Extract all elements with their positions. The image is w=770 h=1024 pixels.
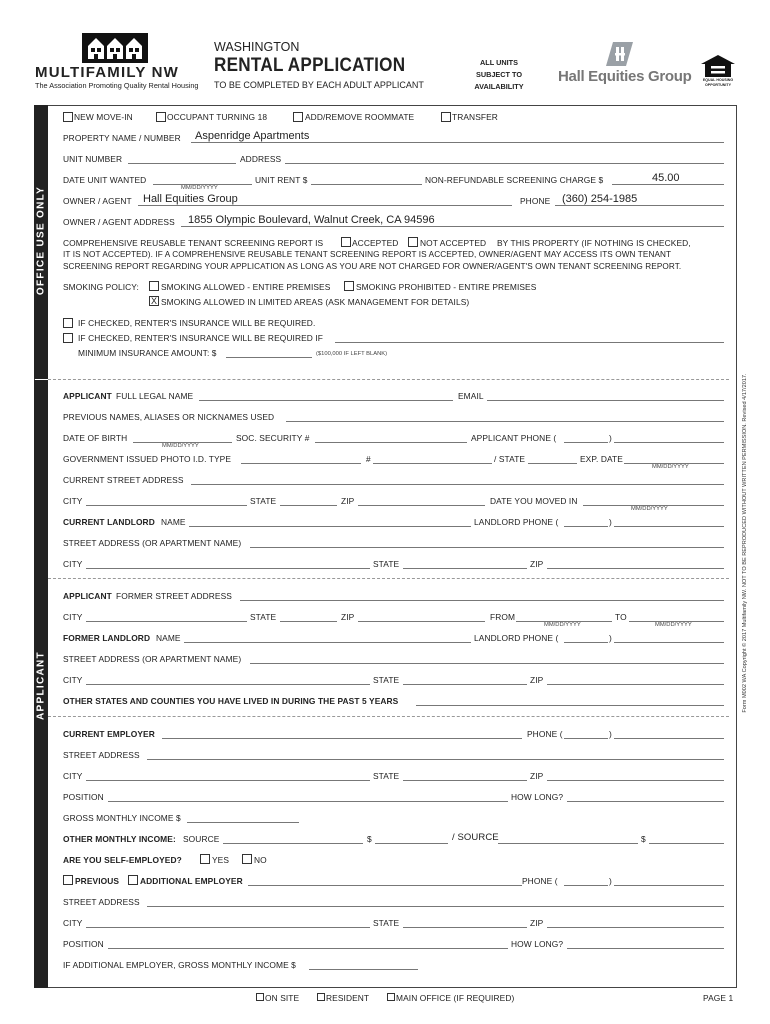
- current-zip-line[interactable]: [358, 505, 485, 506]
- smoking-policy-label: SMOKING POLICY:: [63, 282, 139, 292]
- smoking-allowed-label: SMOKING ALLOWED - ENTIRE PREMISES: [161, 282, 331, 292]
- current-city-label: CITY: [63, 496, 83, 506]
- self-employed-yes-checkbox[interactable]: [200, 854, 210, 864]
- on-site-label: ON SITE: [265, 993, 300, 1003]
- additional-city-line[interactable]: [86, 927, 370, 928]
- brand-name: MULTIFAMILY NW: [35, 64, 180, 81]
- owner-agent-label: OWNER / AGENT: [63, 196, 132, 206]
- applicant-phone-paren: ): [609, 433, 612, 443]
- smoking-limited-label: SMOKING ALLOWED IN LIMITED AREAS (ASK MANAGEMENT FOR DETAILS): [161, 297, 470, 307]
- report-not-accepted-checkbox[interactable]: [408, 237, 418, 247]
- additional-phone-paren: ): [609, 876, 612, 886]
- current-city-line[interactable]: [86, 505, 247, 506]
- current-street-line[interactable]: [191, 484, 724, 485]
- form-subtitle: TO BE COMPLETED BY EACH ADULT APPLICANT: [214, 80, 424, 90]
- employer-phone-line[interactable]: [614, 738, 724, 739]
- office-address-label: ADDRESS: [240, 154, 282, 164]
- current-landlord-phone-area-line[interactable]: [564, 526, 608, 527]
- smoking-prohibited-checkbox[interactable]: [344, 281, 354, 291]
- availability-note: [462, 57, 536, 93]
- new-move-in-label: NEW MOVE-IN: [74, 112, 133, 122]
- equal-housing-icon: [701, 55, 735, 77]
- owner-agent-line[interactable]: [138, 205, 512, 206]
- additional-street-line[interactable]: [147, 906, 724, 907]
- applicant-phone-label: APPLICANT PHONE (: [471, 433, 557, 443]
- gov-id-exp-format: MM/DD/YYYY: [652, 464, 689, 470]
- screening-charge-value: 45.00: [652, 172, 680, 184]
- additional-employer-checkbox[interactable]: [128, 875, 138, 885]
- eho-text-2: OPPORTUNITY: [705, 83, 731, 87]
- report-accepted-checkbox[interactable]: [341, 237, 351, 247]
- other-states-line[interactable]: [416, 705, 724, 706]
- former-to-format: MM/DD/YYYY: [655, 622, 692, 628]
- how-long-label: HOW LONG?: [511, 792, 564, 802]
- brand-tagline: The Association Promoting Quality Rental Housing: [35, 81, 199, 90]
- main-office-label: MAIN OFFICE (IF REQUIRED): [396, 993, 515, 1003]
- landlord-street-line[interactable]: [250, 547, 724, 548]
- position-label: POSITION: [63, 792, 104, 802]
- additional-state-line[interactable]: [403, 927, 527, 928]
- additional-gross-line[interactable]: [309, 969, 418, 970]
- landlord-zip-label: ZIP: [530, 559, 544, 569]
- owner-phone-value: (360) 254-1985: [562, 193, 638, 205]
- former-landlord-phone-label: LANDLORD PHONE (: [474, 633, 559, 643]
- additional-zip-label: ZIP: [530, 918, 544, 928]
- other-income-source-label: SOURCE: [183, 834, 220, 844]
- gov-id-number-line[interactable]: [373, 463, 492, 464]
- former-landlord-zip-label: ZIP: [530, 675, 544, 685]
- company-name: Hall Equities Group: [558, 68, 692, 85]
- former-landlord-city-label: CITY: [63, 675, 83, 685]
- current-employer-line[interactable]: [162, 738, 522, 739]
- former-state-label: STATE: [250, 612, 277, 622]
- applicant-phone-line[interactable]: [614, 442, 724, 443]
- resident-label: RESIDENT: [326, 993, 370, 1003]
- property-name-value: Aspenridge Apartments: [195, 130, 310, 142]
- employer-zip-line[interactable]: [547, 780, 724, 781]
- employer-city-label: CITY: [63, 771, 83, 781]
- copyright-notice: Form M002 WA Copyright © 2017 Multifamily NW. NOT TO BE REPRODUCED WITHOUT WRITTEN PERMISSION. Revised 4/17/2017.: [742, 373, 748, 713]
- landlord-state-line[interactable]: [403, 568, 527, 569]
- current-landlord-phone-label: LANDLORD PHONE (: [474, 517, 559, 527]
- unit-rent-label: UNIT RENT $: [255, 175, 308, 185]
- avail-line-1: ALL UNITS: [480, 58, 518, 67]
- employer-zip-label: ZIP: [530, 771, 544, 781]
- insurance-default-note: ($100,000 IF LEFT BLANK): [316, 351, 388, 357]
- former-landlord-line[interactable]: [184, 642, 471, 643]
- other-income-amount2-line[interactable]: [649, 843, 724, 844]
- other-states-label: OTHER STATES AND COUNTIES YOU HAVE LIVED IN DURING THE PAST 5 YEARS: [63, 696, 399, 706]
- former-zip-line[interactable]: [358, 621, 485, 622]
- current-landlord-phone-line[interactable]: [614, 526, 724, 527]
- company-logo: [604, 41, 634, 67]
- employer-street-label: STREET ADDRESS: [63, 750, 140, 760]
- current-state-line[interactable]: [280, 505, 337, 506]
- roommate-checkbox[interactable]: [293, 112, 303, 122]
- current-state-label: STATE: [250, 496, 277, 506]
- employer-phone-paren: ): [609, 729, 612, 739]
- property-name-label: PROPERTY NAME / NUMBER: [63, 133, 181, 143]
- email-label: EMAIL: [458, 391, 484, 401]
- owner-agent-value: Hall Equities Group: [143, 193, 238, 205]
- full-legal-name-line[interactable]: [199, 400, 453, 401]
- former-from-label: FROM: [490, 612, 516, 622]
- form-state: WASHINGTON: [214, 40, 300, 54]
- other-income-dollar: $: [367, 834, 372, 844]
- former-landlord-state-line[interactable]: [403, 684, 527, 685]
- transfer-label: TRANSFER: [452, 112, 498, 122]
- owner-phone-label: PHONE: [520, 196, 551, 206]
- avail-line-2: SUBJECT TO: [475, 70, 523, 79]
- landlord-zip-line[interactable]: [547, 568, 724, 569]
- report-accepted-label: ACCEPTED: [352, 238, 399, 248]
- current-landlord-phone-paren: ): [609, 517, 612, 527]
- current-landlord-name-label: NAME: [161, 517, 186, 527]
- other-income-source2-line[interactable]: [498, 843, 638, 844]
- former-landlord-street-line[interactable]: [250, 663, 724, 664]
- other-income-source-line[interactable]: [223, 843, 363, 844]
- report-text-1a: COMPREHENSIVE REUSABLE TENANT SCREENING REPORT IS: [63, 238, 324, 248]
- resident-checkbox[interactable]: [317, 993, 325, 1001]
- unit-number-label: UNIT NUMBER: [63, 154, 123, 164]
- other-income-dollar2: $: [641, 834, 646, 844]
- former-landlord-phone-area-line[interactable]: [564, 642, 608, 643]
- gov-id-hash: #: [366, 454, 371, 464]
- date-moved-label: DATE YOU MOVED IN: [490, 496, 578, 506]
- gross-income-label: GROSS MONTHLY INCOME $: [63, 813, 181, 823]
- page-number: PAGE 1: [703, 993, 734, 1003]
- insurance-min-label: MINIMUM INSURANCE AMOUNT: $: [78, 348, 217, 358]
- additional-how-long-line[interactable]: [567, 948, 724, 949]
- how-long-line[interactable]: [567, 801, 724, 802]
- smoking-allowed-checkbox[interactable]: [149, 281, 159, 291]
- office-use-only-label: OFFICE USE ONLY: [35, 185, 47, 296]
- landlord-city-label: CITY: [63, 559, 83, 569]
- date-moved-format: MM/DD/YYYY: [631, 506, 668, 512]
- former-city-label: CITY: [63, 612, 83, 622]
- landlord-street-label: STREET ADDRESS (OR APARTMENT NAME): [63, 538, 242, 548]
- employer-state-line[interactable]: [403, 780, 527, 781]
- former-to-label: TO: [615, 612, 627, 622]
- divider-2: [48, 578, 729, 579]
- former-landlord-city-line[interactable]: [86, 684, 370, 685]
- unit-number-line[interactable]: [128, 163, 236, 164]
- former-applicant-word: APPLICANT: [63, 591, 112, 601]
- owner-address-label: OWNER / AGENT ADDRESS: [63, 217, 175, 227]
- gov-id-exp-label: EXP. DATE: [580, 454, 623, 464]
- self-employed-label: ARE YOU SELF-EMPLOYED?: [63, 855, 182, 865]
- other-income-source2-label: / SOURCE: [452, 832, 499, 843]
- former-landlord-label: FORMER LANDLORD: [63, 633, 151, 643]
- date-wanted-format: MM/DD/YYYY: [181, 185, 218, 191]
- former-landlord-street-label: STREET ADDRESS (OR APARTMENT NAME): [63, 654, 242, 664]
- additional-position-label: POSITION: [63, 939, 104, 949]
- former-landlord-zip-line[interactable]: [547, 684, 724, 685]
- former-landlord-state-label: STATE: [373, 675, 400, 685]
- smoking-limited-checkbox[interactable]: X: [150, 296, 157, 306]
- unit-rent-line[interactable]: [311, 184, 422, 185]
- former-state-line[interactable]: [280, 621, 337, 622]
- screening-charge-label: NON-REFUNDABLE SCREENING CHARGE $: [425, 175, 604, 185]
- full-legal-name-label: FULL LEGAL NAME: [116, 391, 194, 401]
- former-street-label: FORMER STREET ADDRESS: [116, 591, 232, 601]
- landlord-state-label: STATE: [373, 559, 400, 569]
- employer-city-line[interactable]: [86, 780, 370, 781]
- owner-address-value: 1855 Olympic Boulevard, Walnut Creek, CA 94596: [188, 214, 435, 226]
- employer-phone-area-line[interactable]: [564, 738, 608, 739]
- email-line[interactable]: [487, 400, 724, 401]
- applicant-word: APPLICANT: [63, 391, 112, 401]
- report-not-accepted-label: NOT ACCEPTED: [420, 238, 487, 248]
- gov-id-state-label: / STATE: [494, 454, 526, 464]
- employer-phone-label: PHONE (: [527, 729, 563, 739]
- additional-position-line[interactable]: [108, 948, 508, 949]
- transfer-checkbox[interactable]: [441, 112, 451, 122]
- eho-text-1: EQUAL HOUSING: [702, 78, 734, 82]
- form-title: RENTAL APPLICATION: [214, 55, 406, 76]
- former-landlord-phone-paren: ): [609, 633, 612, 643]
- additional-gross-label: IF ADDITIONAL EMPLOYER, GROSS MONTHLY INCOME $: [63, 960, 296, 970]
- previous-employer-checkbox[interactable]: [63, 875, 73, 885]
- self-employed-no-checkbox[interactable]: [242, 854, 252, 864]
- roommate-label: ADD/REMOVE ROOMMATE: [305, 112, 415, 122]
- property-name-line[interactable]: [191, 142, 724, 143]
- gov-id-label: GOVERNMENT ISSUED PHOTO I.D. TYPE: [63, 454, 232, 464]
- previous-names-line[interactable]: [286, 421, 724, 422]
- occupant-turning-label: OCCUPANT TURNING 18: [167, 112, 268, 122]
- insurance-min-line[interactable]: [226, 357, 312, 358]
- additional-phone-line[interactable]: [614, 885, 724, 886]
- position-line[interactable]: [108, 801, 508, 802]
- houses-icon: [82, 33, 148, 63]
- other-income-label: OTHER MONTHLY INCOME:: [63, 834, 176, 844]
- gross-income-line[interactable]: [187, 822, 299, 823]
- current-employer-label: CURRENT EMPLOYER: [63, 729, 155, 739]
- employer-street-line[interactable]: [147, 759, 724, 760]
- screening-charge-line[interactable]: [612, 184, 724, 185]
- additional-street-label: STREET ADDRESS: [63, 897, 140, 907]
- self-employed-no-label: NO: [254, 855, 267, 865]
- former-landlord-name-label: NAME: [156, 633, 181, 643]
- insurance-conditional-checkbox[interactable]: [63, 333, 73, 343]
- smoking-prohibited-label: SMOKING PROHIBITED - ENTIRE PREMISES: [356, 282, 537, 292]
- former-zip-label: ZIP: [341, 612, 355, 622]
- ssn-line[interactable]: [315, 442, 467, 443]
- current-landlord-label: CURRENT LANDLORD: [63, 517, 155, 527]
- landlord-city-line[interactable]: [86, 568, 370, 569]
- equal-housing-logo: [701, 55, 735, 89]
- current-landlord-line[interactable]: [189, 526, 471, 527]
- gov-id-type-line[interactable]: [241, 463, 361, 464]
- self-employed-yes-label: YES: [212, 855, 230, 865]
- former-street-line[interactable]: [240, 600, 724, 601]
- gov-id-state-line[interactable]: [528, 463, 577, 464]
- previous-employer-label: PREVIOUS: [75, 876, 120, 886]
- employer-state-label: STATE: [373, 771, 400, 781]
- divider-1: [48, 379, 729, 380]
- current-street-label: CURRENT STREET ADDRESS: [63, 475, 184, 485]
- office-address-line[interactable]: [285, 163, 724, 164]
- former-landlord-phone-line[interactable]: [614, 642, 724, 643]
- additional-phone-area-line[interactable]: [564, 885, 608, 886]
- additional-employer-line[interactable]: [248, 885, 522, 886]
- owner-address-line[interactable]: [181, 226, 724, 227]
- avail-line-3: AVAILABILITY: [474, 82, 524, 91]
- previous-names-label: PREVIOUS NAMES, ALIASES OR NICKNAMES USED: [63, 412, 275, 422]
- applicant-side-label: APPLICANT: [35, 651, 47, 720]
- occupant-turning-checkbox[interactable]: [156, 112, 166, 122]
- company-emblem-icon: [604, 41, 634, 67]
- ssn-label: SOC. SECURITY #: [236, 433, 310, 443]
- former-from-format: MM/DD/YYYY: [544, 622, 581, 628]
- dob-label: DATE OF BIRTH: [63, 433, 128, 443]
- additional-zip-line[interactable]: [547, 927, 724, 928]
- additional-phone-label: PHONE (: [522, 876, 558, 886]
- insurance-conditional-label: IF CHECKED, RENTER'S INSURANCE WILL BE REQUIRED IF: [78, 333, 324, 343]
- report-text-3: SCREENING REPORT REGARDING YOUR APPLICATION AS LONG AS YOU ARE NOT CHARGED FOR OWNER/AGENT'S OWN TENANT SCREENING REPORT.: [63, 262, 682, 271]
- former-city-line[interactable]: [86, 621, 247, 622]
- divider-3: [48, 716, 729, 717]
- other-income-amount-line[interactable]: [375, 843, 448, 844]
- additional-how-long-label: HOW LONG?: [511, 939, 564, 949]
- insurance-required-label: IF CHECKED, RENTER'S INSURANCE WILL BE REQUIRED.: [78, 318, 316, 328]
- additional-employer-label: ADDITIONAL EMPLOYER: [140, 876, 243, 886]
- on-site-checkbox[interactable]: [256, 993, 264, 1001]
- additional-city-label: CITY: [63, 918, 83, 928]
- report-text-1b: BY THIS PROPERTY (IF NOTHING IS CHECKED,: [497, 238, 691, 248]
- date-wanted-label: DATE UNIT WANTED: [63, 175, 147, 185]
- main-office-checkbox[interactable]: [387, 993, 395, 1001]
- additional-state-label: STATE: [373, 918, 400, 928]
- owner-phone-line[interactable]: [555, 205, 724, 206]
- report-text-2: IT IS NOT ACCEPTED). IF A COMPREHENSIVE REUSABLE TENANT SCREENING REPORT IS ACCEPTED, OWNER/AGENT MAY ACCESS ITS OWN TENANT: [63, 250, 672, 259]
- applicant-phone-area-line[interactable]: [564, 442, 608, 443]
- insurance-conditional-line[interactable]: [335, 342, 724, 343]
- brand-logo: [82, 33, 148, 63]
- current-zip-label: ZIP: [341, 496, 355, 506]
- new-move-in-checkbox[interactable]: [63, 112, 73, 122]
- insurance-required-checkbox[interactable]: [63, 318, 73, 328]
- dob-format: MM/DD/YYYY: [162, 443, 199, 449]
